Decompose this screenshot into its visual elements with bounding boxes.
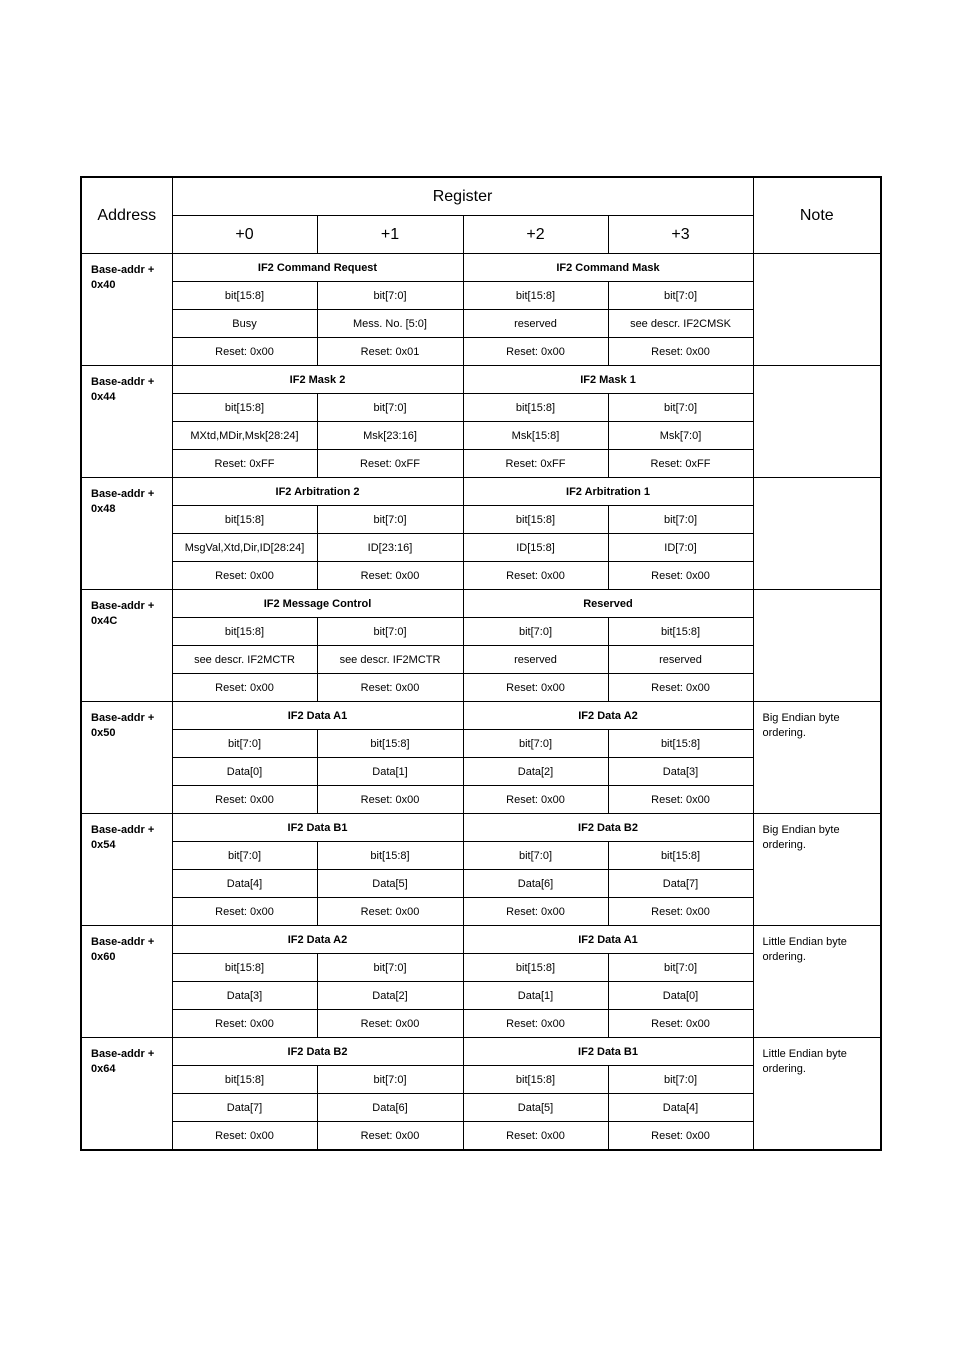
reset-value-cell: Reset: 0x00	[463, 1010, 608, 1038]
bit-range-cell: bit[15:8]	[317, 730, 463, 758]
bit-range-cell: bit[15:8]	[172, 1066, 317, 1094]
address-offset: 0x48	[91, 503, 116, 515]
field-cell: Data[7]	[608, 870, 753, 898]
reset-value-cell: Reset: 0x00	[608, 1122, 753, 1151]
register-name-right: IF2 Arbitration 1	[463, 478, 753, 506]
field-cell: see descr. IF2CMSK	[608, 310, 753, 338]
bit-range-cell: bit[7:0]	[463, 842, 608, 870]
note-cell: Big Endian byte ordering.	[753, 702, 881, 814]
bit-range-cell: bit[7:0]	[608, 282, 753, 310]
reset-value-cell: Reset: 0x00	[172, 1122, 317, 1151]
reset-value-cell: Reset: 0xFF	[463, 450, 608, 478]
note-cell: Big Endian byte ordering.	[753, 814, 881, 926]
bit-range-cell: bit[7:0]	[317, 506, 463, 534]
register-group-title-row	[81, 478, 881, 506]
reset-value-cell: Reset: 0xFF	[317, 450, 463, 478]
bit-range-cell: bit[7:0]	[463, 618, 608, 646]
field-cell: Data[2]	[463, 758, 608, 786]
reset-value-cell: Reset: 0x00	[172, 898, 317, 926]
address-offset: 0x4C	[91, 615, 118, 627]
note-cell	[753, 478, 881, 590]
register-name-right: IF2 Data A1	[463, 926, 753, 954]
field-cell: Busy	[172, 310, 317, 338]
address-cell	[81, 926, 172, 1038]
reset-value-cell: Reset: 0xFF	[608, 450, 753, 478]
register-name-right: IF2 Data B2	[463, 814, 753, 842]
field-cell: Data[4]	[172, 870, 317, 898]
note-cell: Little Endian byte ordering.	[753, 926, 881, 1038]
bit-range-cell: bit[7:0]	[608, 394, 753, 422]
address-base-label: Base-addr +	[91, 488, 155, 500]
register-group-title-row	[81, 254, 881, 282]
field-cell: Msk[15:8]	[463, 422, 608, 450]
note-cell	[753, 254, 881, 366]
field-cell: Data[2]	[317, 982, 463, 1010]
address-offset: 0x54	[91, 839, 116, 851]
register-group-title-row	[81, 702, 881, 730]
bit-range-cell: bit[7:0]	[317, 282, 463, 310]
bit-range-cell: bit[15:8]	[172, 506, 317, 534]
address-offset: 0x60	[91, 951, 116, 963]
note-header: Note	[753, 177, 881, 254]
reset-value-cell: Reset: 0x00	[463, 562, 608, 590]
bit-range-cell: bit[15:8]	[172, 618, 317, 646]
field-cell: Msk[7:0]	[608, 422, 753, 450]
note-cell: Little Endian byte ordering.	[753, 1038, 881, 1151]
bit-range-cell: bit[15:8]	[608, 842, 753, 870]
address-cell	[81, 254, 172, 366]
register-name-right: Reserved	[463, 590, 753, 618]
bit-range-cell: bit[7:0]	[608, 506, 753, 534]
bit-range-cell: bit[15:8]	[608, 618, 753, 646]
reset-value-cell: Reset: 0x00	[317, 1122, 463, 1151]
field-cell: Msk[23:16]	[317, 422, 463, 450]
address-offset: 0x40	[91, 279, 116, 291]
reset-value-cell: Reset: 0x00	[463, 338, 608, 366]
register-name-left: IF2 Command Request	[172, 254, 463, 282]
register-name-right: IF2 Command Mask	[463, 254, 753, 282]
reset-value-cell: Reset: 0x01	[317, 338, 463, 366]
field-cell: Data[6]	[317, 1094, 463, 1122]
address-offset: 0x50	[91, 727, 116, 739]
bit-range-cell: bit[15:8]	[463, 1066, 608, 1094]
bit-range-cell: bit[7:0]	[172, 842, 317, 870]
field-cell: Mess. No. [5:0]	[317, 310, 463, 338]
reset-value-cell: Reset: 0x00	[317, 674, 463, 702]
register-group-title-row	[81, 590, 881, 618]
register-name-left: IF2 Data A2	[172, 926, 463, 954]
register-group-title-row	[81, 814, 881, 842]
bit-range-cell: bit[7:0]	[317, 954, 463, 982]
reset-value-cell: Reset: 0x00	[317, 786, 463, 814]
address-cell	[81, 702, 172, 814]
bit-range-cell: bit[7:0]	[463, 730, 608, 758]
bit-range-cell: bit[15:8]	[463, 394, 608, 422]
field-cell: Data[6]	[463, 870, 608, 898]
bit-range-cell: bit[7:0]	[608, 1066, 753, 1094]
reset-value-cell: Reset: 0xFF	[172, 450, 317, 478]
offset-header: +2	[463, 216, 608, 254]
reset-value-cell: Reset: 0x00	[317, 562, 463, 590]
register-name-left: IF2 Data B2	[172, 1038, 463, 1066]
field-cell: see descr. IF2MCTR	[317, 646, 463, 674]
register-name-left: IF2 Data A1	[172, 702, 463, 730]
field-cell: Data[5]	[317, 870, 463, 898]
reset-value-cell: Reset: 0x00	[463, 1122, 608, 1151]
address-base-label: Base-addr +	[91, 1048, 155, 1060]
register-name-right: IF2 Data B1	[463, 1038, 753, 1066]
register-name-left: IF2 Arbitration 2	[172, 478, 463, 506]
offset-header: +0	[172, 216, 317, 254]
address-cell	[81, 814, 172, 926]
reset-value-cell: Reset: 0x00	[608, 674, 753, 702]
reset-value-cell: Reset: 0x00	[608, 338, 753, 366]
reset-value-cell: Reset: 0x00	[172, 338, 317, 366]
field-cell: ID[7:0]	[608, 534, 753, 562]
note-cell	[753, 590, 881, 702]
register-group-title-row	[81, 366, 881, 394]
register-name-left: IF2 Mask 2	[172, 366, 463, 394]
reset-value-cell: Reset: 0x00	[463, 898, 608, 926]
bit-range-cell: bit[15:8]	[463, 282, 608, 310]
field-cell: Data[0]	[608, 982, 753, 1010]
reset-value-cell: Reset: 0x00	[463, 674, 608, 702]
reset-value-cell: Reset: 0x00	[317, 1010, 463, 1038]
register-map-table	[80, 176, 882, 1151]
address-base-label: Base-addr +	[91, 824, 155, 836]
address-cell	[81, 478, 172, 590]
bit-range-cell: bit[15:8]	[172, 282, 317, 310]
bit-range-cell: bit[7:0]	[608, 954, 753, 982]
field-cell: Data[0]	[172, 758, 317, 786]
bit-range-cell: bit[15:8]	[608, 730, 753, 758]
bit-range-cell: bit[15:8]	[172, 394, 317, 422]
address-cell	[81, 366, 172, 478]
reset-value-cell: Reset: 0x00	[608, 898, 753, 926]
register-group-title-row	[81, 1038, 881, 1066]
field-cell: MXtd,MDir,Msk[28:24]	[172, 422, 317, 450]
address-header: Address	[81, 177, 172, 254]
field-cell: reserved	[608, 646, 753, 674]
field-cell: Data[7]	[172, 1094, 317, 1122]
field-cell: reserved	[463, 310, 608, 338]
address-cell	[81, 590, 172, 702]
reset-value-cell: Reset: 0x00	[172, 674, 317, 702]
register-group-title-row	[81, 926, 881, 954]
reset-value-cell: Reset: 0x00	[172, 1010, 317, 1038]
field-cell: reserved	[463, 646, 608, 674]
address-cell	[81, 1038, 172, 1151]
field-cell: Data[3]	[172, 982, 317, 1010]
register-header: Register	[172, 177, 753, 216]
address-base-label: Base-addr +	[91, 600, 155, 612]
reset-value-cell: Reset: 0x00	[172, 786, 317, 814]
field-cell: Data[1]	[463, 982, 608, 1010]
register-name-right: IF2 Mask 1	[463, 366, 753, 394]
offset-header: +1	[317, 216, 463, 254]
bit-range-cell: bit[15:8]	[463, 506, 608, 534]
register-name-left: IF2 Data B1	[172, 814, 463, 842]
header-row-1	[81, 177, 881, 216]
reset-value-cell: Reset: 0x00	[172, 562, 317, 590]
field-cell: MsgVal,Xtd,Dir,ID[28:24]	[172, 534, 317, 562]
reset-value-cell: Reset: 0x00	[317, 898, 463, 926]
address-base-label: Base-addr +	[91, 264, 155, 276]
bit-range-cell: bit[15:8]	[463, 954, 608, 982]
field-cell: Data[4]	[608, 1094, 753, 1122]
address-base-label: Base-addr +	[91, 376, 155, 388]
bit-range-cell: bit[7:0]	[172, 730, 317, 758]
address-offset: 0x44	[91, 391, 116, 403]
bit-range-cell: bit[15:8]	[172, 954, 317, 982]
field-cell: ID[23:16]	[317, 534, 463, 562]
address-offset: 0x64	[91, 1063, 116, 1075]
bit-range-cell: bit[7:0]	[317, 618, 463, 646]
reset-value-cell: Reset: 0x00	[608, 786, 753, 814]
field-cell: ID[15:8]	[463, 534, 608, 562]
address-base-label: Base-addr +	[91, 712, 155, 724]
offset-header: +3	[608, 216, 753, 254]
field-cell: Data[5]	[463, 1094, 608, 1122]
bit-range-cell: bit[7:0]	[317, 1066, 463, 1094]
reset-value-cell: Reset: 0x00	[463, 786, 608, 814]
field-cell: see descr. IF2MCTR	[172, 646, 317, 674]
note-cell	[753, 366, 881, 478]
field-cell: Data[1]	[317, 758, 463, 786]
register-name-right: IF2 Data A2	[463, 702, 753, 730]
field-cell: Data[3]	[608, 758, 753, 786]
reset-value-cell: Reset: 0x00	[608, 1010, 753, 1038]
reset-value-cell: Reset: 0x00	[608, 562, 753, 590]
address-base-label: Base-addr +	[91, 936, 155, 948]
bit-range-cell: bit[7:0]	[317, 394, 463, 422]
register-name-left: IF2 Message Control	[172, 590, 463, 618]
bit-range-cell: bit[15:8]	[317, 842, 463, 870]
